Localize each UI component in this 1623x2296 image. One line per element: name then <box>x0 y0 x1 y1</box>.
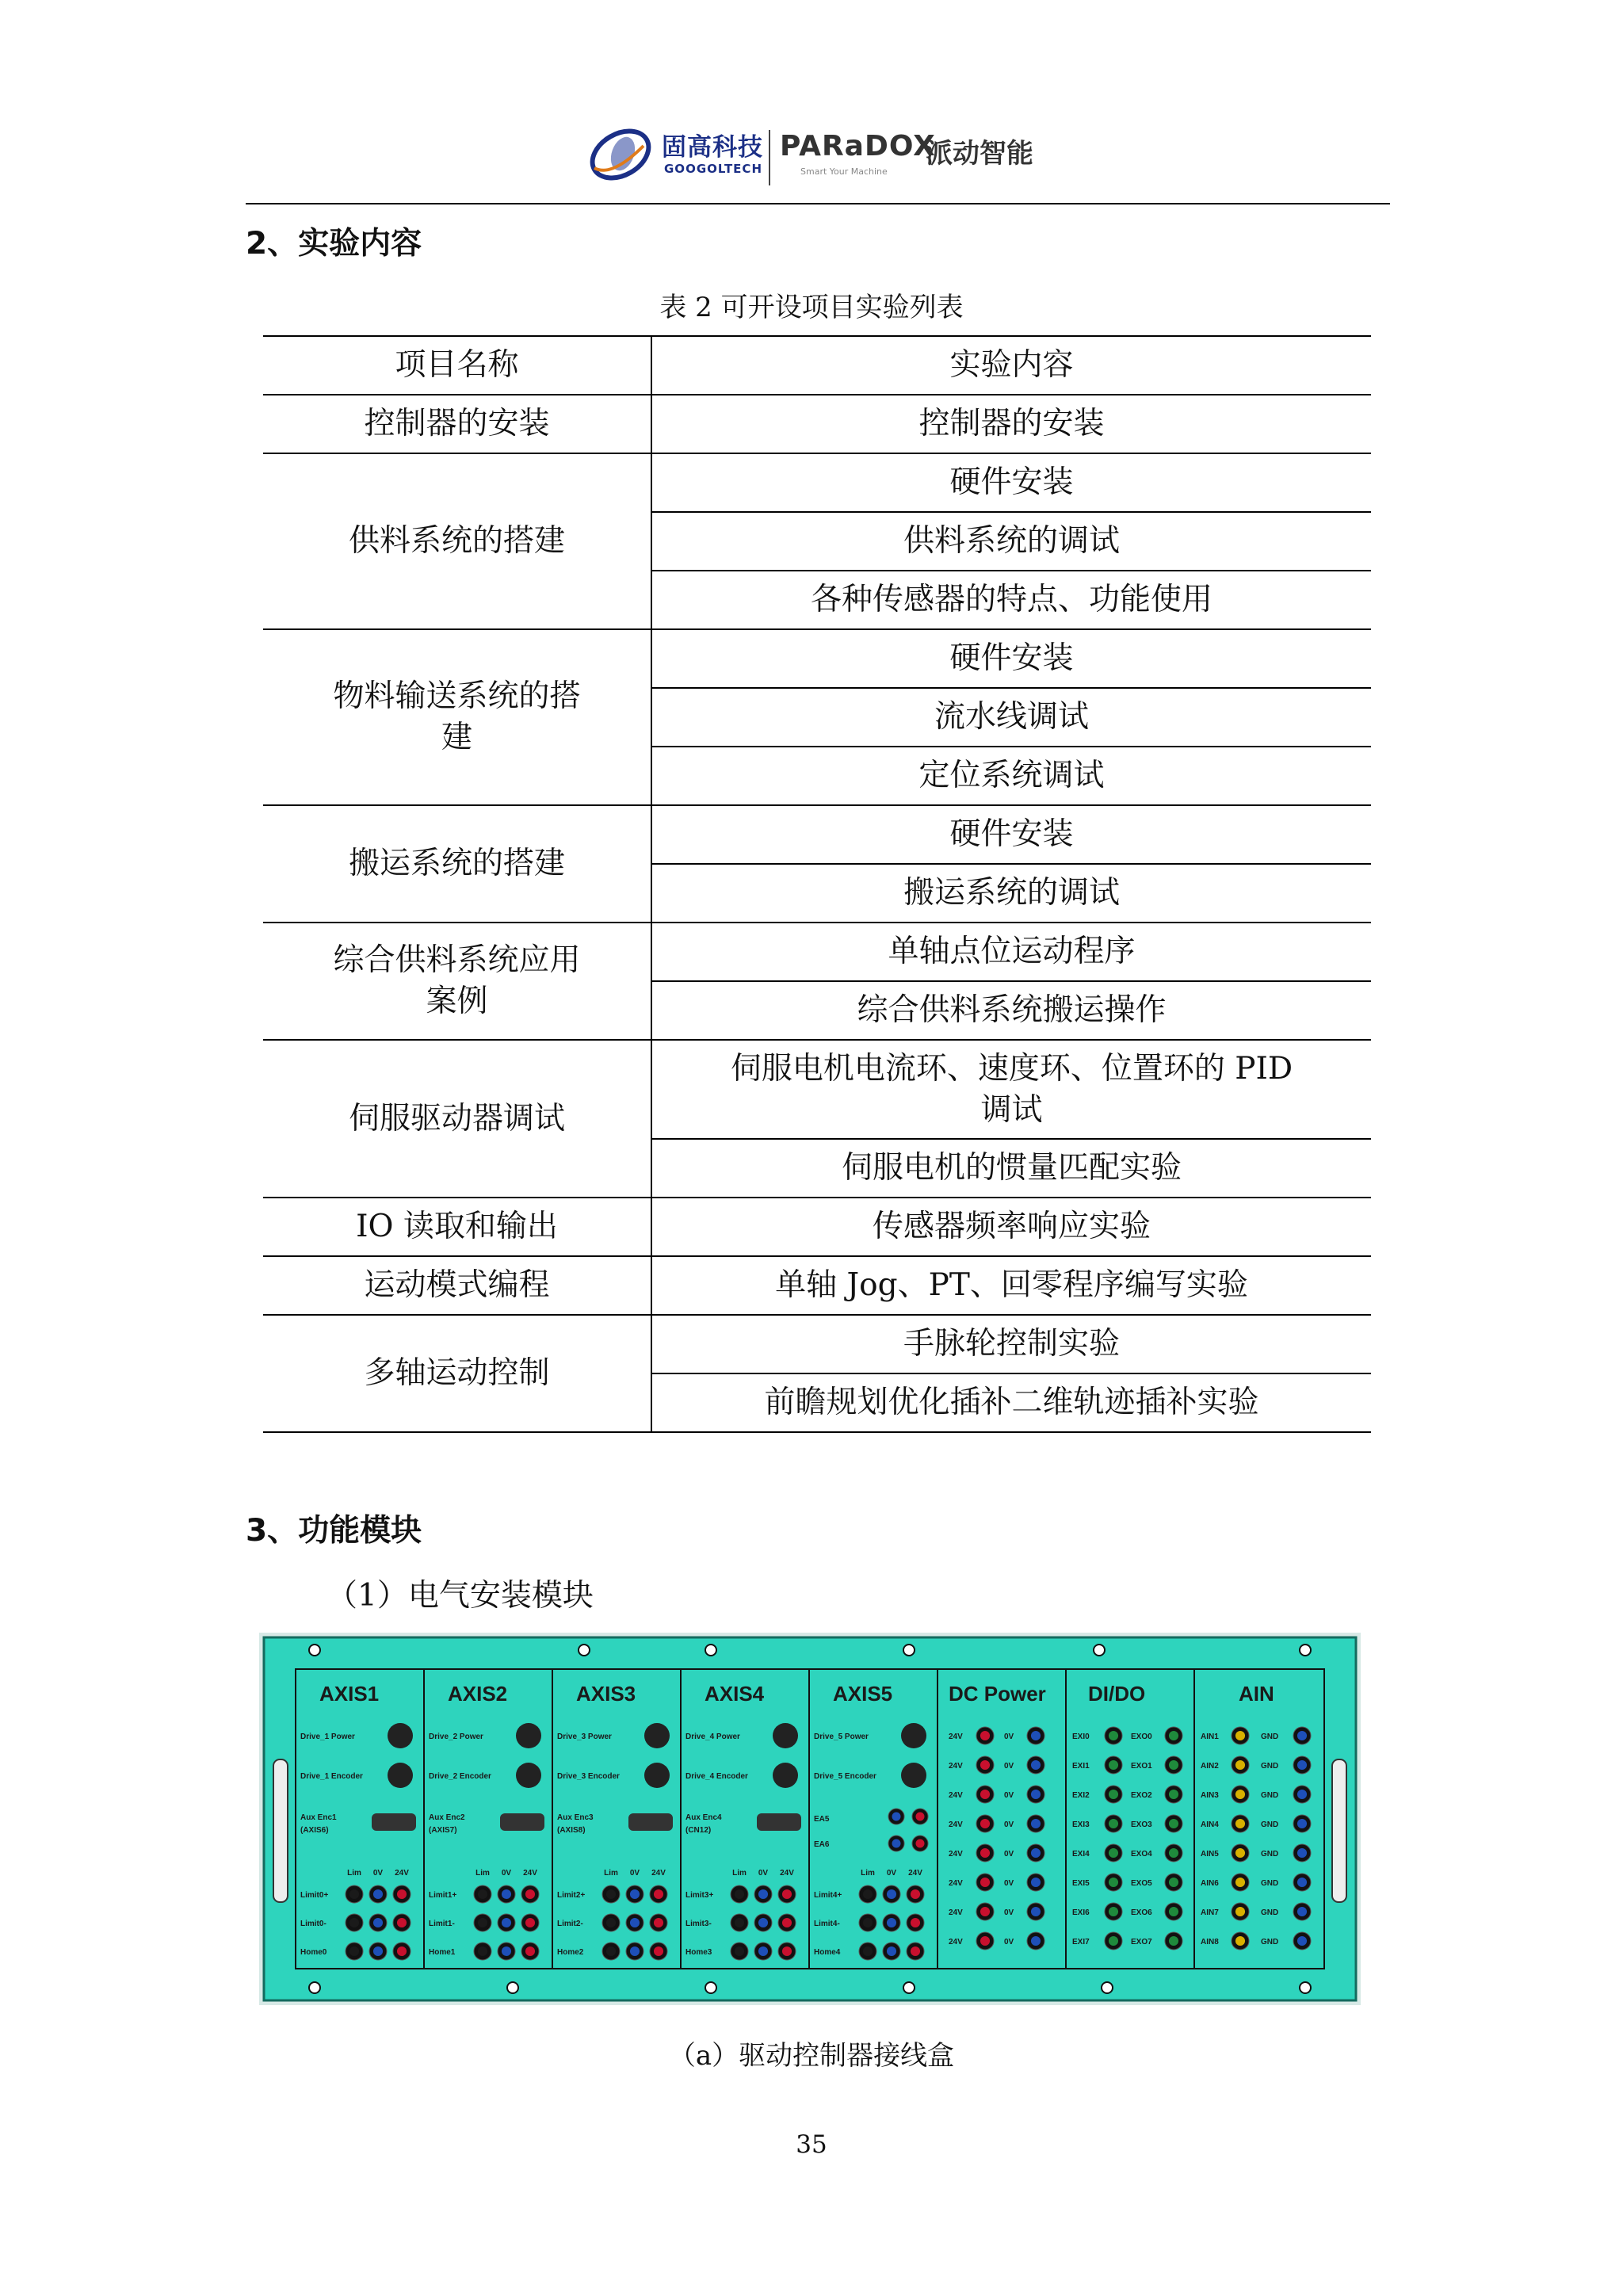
jack-core <box>863 1918 873 1927</box>
ain-label: AIN6 <box>1201 1879 1219 1888</box>
jack-core <box>1297 1760 1307 1770</box>
dc-0v-label: 0V <box>1004 1879 1014 1888</box>
aux-encoder-label: Aux Enc1 <box>300 1813 337 1822</box>
do-label: EXO0 <box>1131 1733 1152 1741</box>
jack-core <box>606 1918 616 1927</box>
experiment-item: 单轴点位运动程序 <box>651 923 1371 981</box>
wiring-box-figure <box>259 1633 1361 2005</box>
jack-core <box>1031 1848 1041 1858</box>
gnd-label: GND <box>1261 1762 1279 1771</box>
drive-encoder-label: Drive_1 Encoder <box>300 1772 363 1781</box>
encoder-connector-icon <box>644 1763 670 1788</box>
column-label: Lim <box>604 1869 618 1878</box>
encoder-connector-icon <box>516 1763 541 1788</box>
jack-core <box>1109 1731 1118 1740</box>
table-caption: 表 2 可开设项目实验列表 <box>659 292 964 323</box>
gnd-label: GND <box>1261 1850 1279 1859</box>
jack-core <box>1235 1936 1245 1946</box>
gnd-label: GND <box>1261 1938 1279 1946</box>
limit-label: Home1 <box>429 1948 456 1957</box>
do-label: EXO5 <box>1131 1879 1152 1888</box>
figure-caption: （a）驱动控制器接线盒 <box>668 2040 955 2072</box>
jack-core <box>980 1760 990 1770</box>
jack-core <box>1235 1819 1245 1828</box>
jack-core <box>735 1889 744 1899</box>
jack-core <box>1235 1760 1245 1770</box>
di-label: EXI3 <box>1072 1820 1090 1829</box>
di-label: EXI2 <box>1072 1791 1090 1800</box>
jack-core <box>478 1889 487 1899</box>
ain-label: AIN5 <box>1201 1850 1219 1859</box>
experiment-item: 单轴 Jog、PT、回零程序编写实验 <box>651 1256 1371 1315</box>
jack-core <box>525 1918 535 1927</box>
axis-title: AXIS3 <box>576 1682 636 1706</box>
jack-core <box>980 1878 990 1887</box>
jack-core <box>911 1946 920 1956</box>
jack-core <box>1297 1819 1307 1828</box>
aux-encoder-sub-label: (AXIS7) <box>429 1826 457 1835</box>
screw-icon <box>1300 1982 1311 1993</box>
jack-core <box>1109 1790 1118 1799</box>
jack-core <box>1109 1819 1118 1828</box>
column-label: Lim <box>475 1869 490 1878</box>
jack-core <box>1297 1790 1307 1799</box>
dc-0v-label: 0V <box>1004 1820 1014 1829</box>
experiment-item: 供料系统的调试 <box>651 512 1371 571</box>
jack-core <box>1235 1878 1245 1887</box>
logo-pd-text: 派动智能 <box>926 138 1033 170</box>
jack-core <box>654 1946 663 1956</box>
limit-label: Limit4- <box>814 1920 840 1928</box>
column-label: 0V <box>629 1869 640 1878</box>
jack-core <box>782 1946 792 1956</box>
jack-core <box>980 1907 990 1916</box>
project-name-line: 建 <box>441 720 472 755</box>
limit-label: Home2 <box>557 1948 584 1957</box>
project-name: 运动模式编程 <box>263 1256 651 1315</box>
di-label: EXI4 <box>1072 1850 1090 1859</box>
jack-core <box>863 1889 873 1899</box>
screw-icon <box>309 1982 320 1993</box>
dc-24v-label: 24V <box>949 1791 963 1800</box>
drive-power-label: Drive_3 Power <box>557 1733 612 1741</box>
screw-icon <box>579 1645 590 1656</box>
column-label: Lim <box>861 1869 875 1878</box>
left-handle <box>273 1759 288 1902</box>
dido-title: DI/DO <box>1088 1682 1146 1706</box>
jack-core <box>1109 1848 1118 1858</box>
jack-core <box>1109 1936 1118 1946</box>
jack-core <box>1169 1848 1178 1858</box>
jack-core <box>397 1889 407 1899</box>
jack-core <box>758 1889 768 1899</box>
do-label: EXO1 <box>1131 1762 1152 1771</box>
experiment-item: 传感器频率响应实验 <box>651 1198 1371 1256</box>
experiment-table <box>263 335 1371 1433</box>
jack-core <box>1109 1760 1118 1770</box>
jack-core <box>1235 1907 1245 1916</box>
jack-core <box>654 1889 663 1899</box>
section-heading-3: 3、功能模块 <box>246 1513 422 1549</box>
experiment-item: 搬运系统的调试 <box>651 864 1371 923</box>
do-label: EXO2 <box>1131 1791 1152 1800</box>
table-header-content: 实验内容 <box>651 336 1371 395</box>
dc-24v-label: 24V <box>949 1762 963 1771</box>
table-header-row <box>263 336 1371 395</box>
jack-core <box>887 1918 896 1927</box>
page-number: 35 <box>796 2130 827 2159</box>
ain-label: AIN4 <box>1201 1820 1219 1829</box>
column-label: 24V <box>523 1869 537 1878</box>
limit-label: Limit2- <box>557 1920 583 1928</box>
limit-label: Limit2+ <box>557 1891 586 1900</box>
table-header-name: 项目名称 <box>263 336 651 395</box>
power-connector-icon <box>644 1723 670 1748</box>
limit-label: Limit3+ <box>685 1891 714 1900</box>
column-label: Lim <box>732 1869 747 1878</box>
project-name: 多轴运动控制 <box>263 1315 651 1432</box>
jack-core <box>606 1889 616 1899</box>
limit-label: Limit4+ <box>814 1891 842 1900</box>
ain-label: AIN2 <box>1201 1762 1219 1771</box>
experiment-item: 伺服电机的惯量匹配实验 <box>651 1139 1371 1198</box>
jack-core <box>1031 1760 1041 1770</box>
drive-power-label: Drive_5 Power <box>814 1733 869 1741</box>
gnd-label: GND <box>1261 1879 1279 1888</box>
jack-core <box>782 1918 792 1927</box>
gnd-label: GND <box>1261 1791 1279 1800</box>
di-label: EXI1 <box>1072 1762 1090 1771</box>
do-label: EXO6 <box>1131 1908 1152 1917</box>
ea-label: EA5 <box>814 1815 830 1824</box>
dc-0v-label: 0V <box>1004 1908 1014 1917</box>
db-connector-icon <box>757 1813 801 1831</box>
jack-core <box>1031 1731 1041 1740</box>
experiment-item: 定位系统调试 <box>651 747 1371 805</box>
jack-core <box>758 1918 768 1927</box>
power-connector-icon <box>773 1723 798 1748</box>
experiment-item: 前瞻规划优化插补二维轨迹插补实验 <box>651 1373 1371 1432</box>
column-label: 24V <box>908 1869 922 1878</box>
jack-core <box>892 1813 901 1821</box>
project-name <box>263 923 651 1040</box>
screw-icon <box>309 1645 320 1656</box>
jack-core <box>887 1889 896 1899</box>
power-connector-icon <box>388 1723 413 1748</box>
jack-core <box>980 1790 990 1799</box>
ain-label: AIN8 <box>1201 1938 1219 1946</box>
jack-core <box>916 1839 925 1848</box>
drive-power-label: Drive_4 Power <box>685 1733 740 1741</box>
aux-encoder-sub-label: (CN12) <box>685 1826 712 1835</box>
jack-core <box>1169 1731 1178 1740</box>
jack-core <box>1297 1936 1307 1946</box>
db-connector-icon <box>500 1813 544 1831</box>
ain-title: AIN <box>1239 1682 1274 1706</box>
jack-core <box>1297 1907 1307 1916</box>
power-connector-icon <box>516 1723 541 1748</box>
jack-core <box>1031 1878 1041 1887</box>
table-row <box>263 1256 1371 1315</box>
di-label: EXI5 <box>1072 1879 1090 1888</box>
jack-core <box>1109 1907 1118 1916</box>
jack-core <box>397 1946 407 1956</box>
ea-label: EA6 <box>814 1840 830 1849</box>
drive-power-label: Drive_1 Power <box>300 1733 355 1741</box>
googoltech-logo-icon <box>588 122 653 187</box>
aux-encoder-label: Aux Enc2 <box>429 1813 465 1822</box>
limit-label: Home4 <box>814 1948 841 1957</box>
encoder-connector-icon <box>773 1763 798 1788</box>
gnd-label: GND <box>1261 1733 1279 1741</box>
jack-core <box>735 1918 744 1927</box>
limit-label: Limit1- <box>429 1920 455 1928</box>
table-row <box>263 453 1371 512</box>
jack-core <box>349 1918 359 1927</box>
jack-core <box>1235 1790 1245 1799</box>
screw-icon <box>507 1982 518 1993</box>
jack-core <box>782 1889 792 1899</box>
subsection-heading: （1）电气安装模块 <box>327 1578 594 1614</box>
jack-core <box>1169 1907 1178 1916</box>
jack-core <box>758 1946 768 1956</box>
column-label: 24V <box>395 1869 409 1878</box>
jack-core <box>980 1819 990 1828</box>
dc-0v-label: 0V <box>1004 1791 1014 1800</box>
screw-icon <box>1102 1982 1113 1993</box>
dc-24v-label: 24V <box>949 1820 963 1829</box>
limit-label: Home0 <box>300 1948 327 1957</box>
column-label: Lim <box>347 1869 361 1878</box>
jack-core <box>980 1936 990 1946</box>
right-handle <box>1332 1759 1346 1902</box>
drive-encoder-label: Drive_5 Encoder <box>814 1772 876 1781</box>
experiment-item: 控制器的安装 <box>651 395 1371 453</box>
project-name: IO 读取和输出 <box>263 1198 651 1256</box>
jack-core <box>630 1946 640 1956</box>
jack-core <box>373 1889 383 1899</box>
column-label: 0V <box>758 1869 769 1878</box>
do-label: EXO4 <box>1131 1850 1152 1859</box>
ain-label: AIN1 <box>1201 1733 1219 1741</box>
screw-icon <box>705 1645 716 1656</box>
jack-core <box>1297 1848 1307 1858</box>
column-label: 24V <box>780 1869 794 1878</box>
jack-core <box>1169 1878 1178 1887</box>
drive-encoder-label: Drive_3 Encoder <box>557 1772 620 1781</box>
db-connector-icon <box>628 1813 673 1831</box>
experiment-item <box>651 1040 1371 1139</box>
section-heading-2: 2、实验内容 <box>246 226 422 262</box>
aux-encoder-sub-label: (AXIS6) <box>300 1826 329 1835</box>
experiment-item-line: 伺服电机电流环、速度环、位置环的 PID <box>730 1050 1293 1087</box>
jack-core <box>478 1918 487 1927</box>
jack-core <box>630 1889 640 1899</box>
jack-core <box>1031 1907 1041 1916</box>
screw-icon <box>1300 1645 1311 1656</box>
jack-core <box>373 1946 383 1956</box>
jack-core <box>1031 1819 1041 1828</box>
gnd-label: GND <box>1261 1908 1279 1917</box>
jack-core <box>980 1848 990 1858</box>
jack-core <box>887 1946 896 1956</box>
jack-core <box>525 1889 535 1899</box>
project-name: 控制器的安装 <box>263 395 651 453</box>
di-label: EXI6 <box>1072 1908 1090 1917</box>
column-label: 0V <box>501 1869 512 1878</box>
aux-encoder-label: Aux Enc3 <box>557 1813 594 1822</box>
project-name: 搬运系统的搭建 <box>263 805 651 923</box>
experiment-item: 流水线调试 <box>651 688 1371 747</box>
jack-core <box>478 1946 487 1956</box>
jack-core <box>1031 1790 1041 1799</box>
screw-icon <box>903 1645 915 1656</box>
ain-label: AIN7 <box>1201 1908 1219 1917</box>
power-connector-icon <box>901 1723 926 1748</box>
dc-0v-label: 0V <box>1004 1850 1014 1859</box>
dc-24v-label: 24V <box>949 1879 963 1888</box>
jack-core <box>1169 1790 1178 1799</box>
jack-core <box>1169 1936 1178 1946</box>
dc-0v-label: 0V <box>1004 1762 1014 1771</box>
jack-core <box>980 1731 990 1740</box>
table-row <box>263 1315 1371 1373</box>
limit-label: Limit1+ <box>429 1891 457 1900</box>
gnd-label: GND <box>1261 1820 1279 1829</box>
column-label: 24V <box>651 1869 666 1878</box>
jack-core <box>911 1889 920 1899</box>
jack-core <box>502 1918 511 1927</box>
project-name: 供料系统的搭建 <box>263 453 651 629</box>
jack-core <box>654 1918 663 1927</box>
jack-core <box>397 1918 407 1927</box>
jack-core <box>1297 1878 1307 1887</box>
drive-encoder-label: Drive_4 Encoder <box>685 1772 748 1781</box>
jack-core <box>525 1946 535 1956</box>
table-row <box>263 1040 1371 1139</box>
jack-core <box>916 1813 925 1821</box>
project-name: 伺服驱动器调试 <box>263 1040 651 1198</box>
axis-title: AXIS4 <box>705 1682 765 1706</box>
dc-0v-label: 0V <box>1004 1938 1014 1946</box>
jack-core <box>349 1889 359 1899</box>
jack-core <box>373 1918 383 1927</box>
jack-core <box>892 1839 901 1848</box>
jack-core <box>1235 1848 1245 1858</box>
project-name-line: 物料输送系统的搭 <box>333 678 581 714</box>
dc-24v-label: 24V <box>949 1733 963 1741</box>
encoder-connector-icon <box>901 1763 926 1788</box>
column-label: 0V <box>886 1869 897 1878</box>
drive-power-label: Drive_2 Power <box>429 1733 483 1741</box>
axis-title: AXIS5 <box>833 1682 893 1706</box>
experiment-item: 手脉轮控制实验 <box>651 1315 1371 1373</box>
di-label: EXI7 <box>1072 1938 1090 1946</box>
table-row <box>263 395 1371 453</box>
limit-label: Home3 <box>685 1948 712 1957</box>
logo-tagline: Smart Your Machine <box>800 166 888 177</box>
jack-core <box>911 1918 920 1927</box>
logo-cn-text: 固高科技 <box>662 133 763 162</box>
limit-label: Limit3- <box>685 1920 712 1928</box>
table-row <box>263 805 1371 864</box>
ain-label: AIN3 <box>1201 1791 1219 1800</box>
jack-core <box>735 1946 744 1956</box>
limit-label: Limit0- <box>300 1920 327 1928</box>
jack-core <box>502 1946 511 1956</box>
jack-core <box>1297 1731 1307 1740</box>
experiment-item: 各种传感器的特点、功能使用 <box>651 571 1371 629</box>
project-name-line: 综合供料系统应用 <box>333 942 581 978</box>
jack-core <box>1031 1936 1041 1946</box>
screw-icon <box>705 1982 716 1993</box>
jack-core <box>1109 1878 1118 1887</box>
jack-core <box>630 1918 640 1927</box>
experiment-item: 硬件安装 <box>651 805 1371 864</box>
column-label: 0V <box>372 1869 384 1878</box>
jack-core <box>863 1946 873 1956</box>
aux-encoder-label: Aux Enc4 <box>685 1813 722 1822</box>
limit-label: Limit0+ <box>300 1891 329 1900</box>
jack-core <box>349 1946 359 1956</box>
table-row <box>263 629 1371 688</box>
project-name <box>263 629 651 805</box>
do-label: EXO7 <box>1131 1938 1152 1946</box>
axis-title: AXIS2 <box>448 1682 508 1706</box>
drive-encoder-label: Drive_2 Encoder <box>429 1772 491 1781</box>
dc-power-title: DC Power <box>949 1682 1046 1706</box>
logo-separator <box>769 130 770 185</box>
table-row <box>263 923 1371 981</box>
dc-24v-label: 24V <box>949 1908 963 1917</box>
logo-paradox-text: PARaDOX <box>780 130 936 162</box>
screw-icon <box>1094 1645 1105 1656</box>
table-row <box>263 1198 1371 1256</box>
project-name-line: 案例 <box>426 984 488 1019</box>
jack-core <box>1235 1731 1245 1740</box>
di-label: EXI0 <box>1072 1733 1090 1741</box>
experiment-item: 综合供料系统搬运操作 <box>651 981 1371 1040</box>
experiment-item: 硬件安装 <box>651 453 1371 512</box>
axis-title: AXIS1 <box>319 1682 380 1706</box>
page-header <box>0 111 1623 206</box>
header-rule <box>246 203 1390 204</box>
dc-0v-label: 0V <box>1004 1733 1014 1741</box>
encoder-connector-icon <box>388 1763 413 1788</box>
jack-core <box>1169 1819 1178 1828</box>
jack-core <box>502 1889 511 1899</box>
aux-encoder-sub-label: (AXIS8) <box>557 1826 586 1835</box>
dc-24v-label: 24V <box>949 1850 963 1859</box>
jack-core <box>606 1946 616 1956</box>
screw-icon <box>903 1982 915 1993</box>
jack-core <box>1169 1760 1178 1770</box>
experiment-item: 硬件安装 <box>651 629 1371 688</box>
experiment-item-line: 调试 <box>980 1091 1043 1128</box>
do-label: EXO3 <box>1131 1820 1152 1829</box>
logo-en-text: GOOGOLTECH <box>664 162 762 176</box>
dc-24v-label: 24V <box>949 1938 963 1946</box>
db-connector-icon <box>372 1813 416 1831</box>
